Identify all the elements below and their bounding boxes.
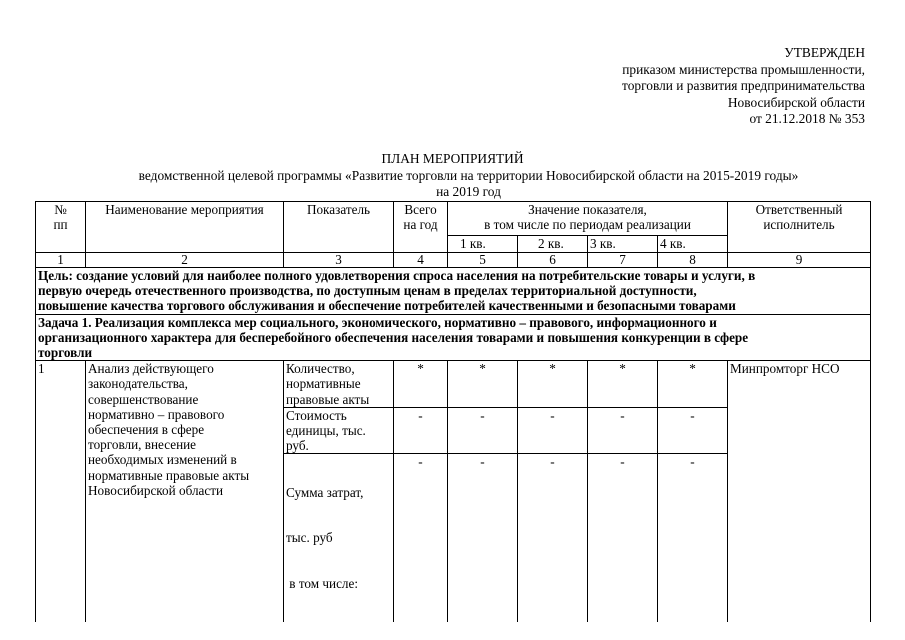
indicator-value: - — [448, 407, 518, 454]
approval-line: от 21.12.2018 № 353 — [749, 111, 865, 127]
header-q3: 3 кв. — [588, 236, 658, 253]
indicator-value: - — [658, 407, 728, 454]
column-number: 1 — [36, 253, 86, 268]
column-number: 5 — [448, 253, 518, 268]
indicator-label: Стоимость единицы, тыс. руб. — [284, 407, 394, 454]
column-number: 3 — [284, 253, 394, 268]
measure-name: Анализ действующего законодательства, совершенствование нормативно – правового обеспечения в сфере торговли, внесение необходимых изменений в нормативные правовые акты Новосибирской области — [86, 361, 284, 622]
approval-line: Новосибирской области — [727, 94, 865, 110]
indicator-value: * — [588, 361, 658, 408]
indicator-value: * — [658, 361, 728, 408]
column-number: 9 — [728, 253, 871, 268]
column-numbers-row — [36, 253, 871, 268]
header-responsible: Ответственный исполнитель — [728, 202, 871, 253]
approval-line: торговли и развития предпринимательства — [622, 78, 865, 94]
table-row — [36, 361, 871, 408]
header-q2: 2 кв. — [518, 236, 588, 253]
header-row — [36, 202, 871, 236]
header-total: Всего на год — [394, 202, 448, 253]
indicator-value: - — [588, 407, 658, 454]
row-number: 1 — [36, 361, 86, 622]
approval-line: УТВЕРЖДЕН — [784, 45, 865, 60]
responsible-executor: Минпромторг НСО — [728, 361, 871, 622]
indicator-value: - — [658, 454, 728, 622]
header-name: Наименование мероприятия — [86, 202, 284, 253]
indicator-value: - — [448, 454, 518, 622]
header-indicator: Показатель — [284, 202, 394, 253]
column-number: 2 — [86, 253, 284, 268]
task-text: Задача 1. Реализация комплекса мер социального, экономического, нормативно – правового, информационного и организационного характера для бесперебойного обеспечения населения товарами и повышения конкуренции в сфере торговли — [36, 314, 871, 361]
task-row — [36, 314, 871, 361]
indicator-value: - — [394, 407, 448, 454]
indicator-label: Количество, нормативные правовые акты — [284, 361, 394, 408]
goal-row — [36, 268, 871, 315]
plan-table — [35, 201, 871, 622]
indicator-value: * — [448, 361, 518, 408]
header-q1: 1 кв. — [448, 236, 518, 253]
header-q4: 4 кв. — [658, 236, 728, 253]
indicator-value: * — [394, 361, 448, 408]
approval-line: приказом министерства промышленности, — [622, 61, 865, 77]
plan-subtitle: ведомственной целевой программы «Развитие торговли на территории Новосибирской области на 2015-2019 годы» — [138, 168, 799, 183]
plan-title: ПЛАН МЕРОПРИЯТИЙ — [381, 151, 524, 166]
column-number: 4 — [394, 253, 448, 268]
indicator-value: * — [518, 361, 588, 408]
column-number: 8 — [658, 253, 728, 268]
indicator-value: - — [518, 454, 588, 622]
indicator-value: - — [394, 454, 448, 622]
header-value: Значение показателя, в том числе по периодам реализации — [448, 202, 728, 236]
approval-stamp — [622, 45, 865, 128]
plan-year: на 2019 год — [436, 184, 501, 199]
indicator-value: - — [518, 407, 588, 454]
indicator-value: - — [588, 454, 658, 622]
column-number: 6 — [518, 253, 588, 268]
header-num: № пп — [36, 202, 86, 253]
indicator-label: Сумма затрат, тыс. руб в том числе: — [284, 454, 394, 622]
goal-text: Цель: создание условий для наиболее полного удовлетворения спроса населения на потребительские товары и услуги, в первую очередь отечественного производства, по доступным ценам в пределах территориальной доступности, повышение качества торгового обслуживания и обеспечение потребителей качественными и безопасными товарами — [36, 268, 871, 315]
column-number: 7 — [588, 253, 658, 268]
